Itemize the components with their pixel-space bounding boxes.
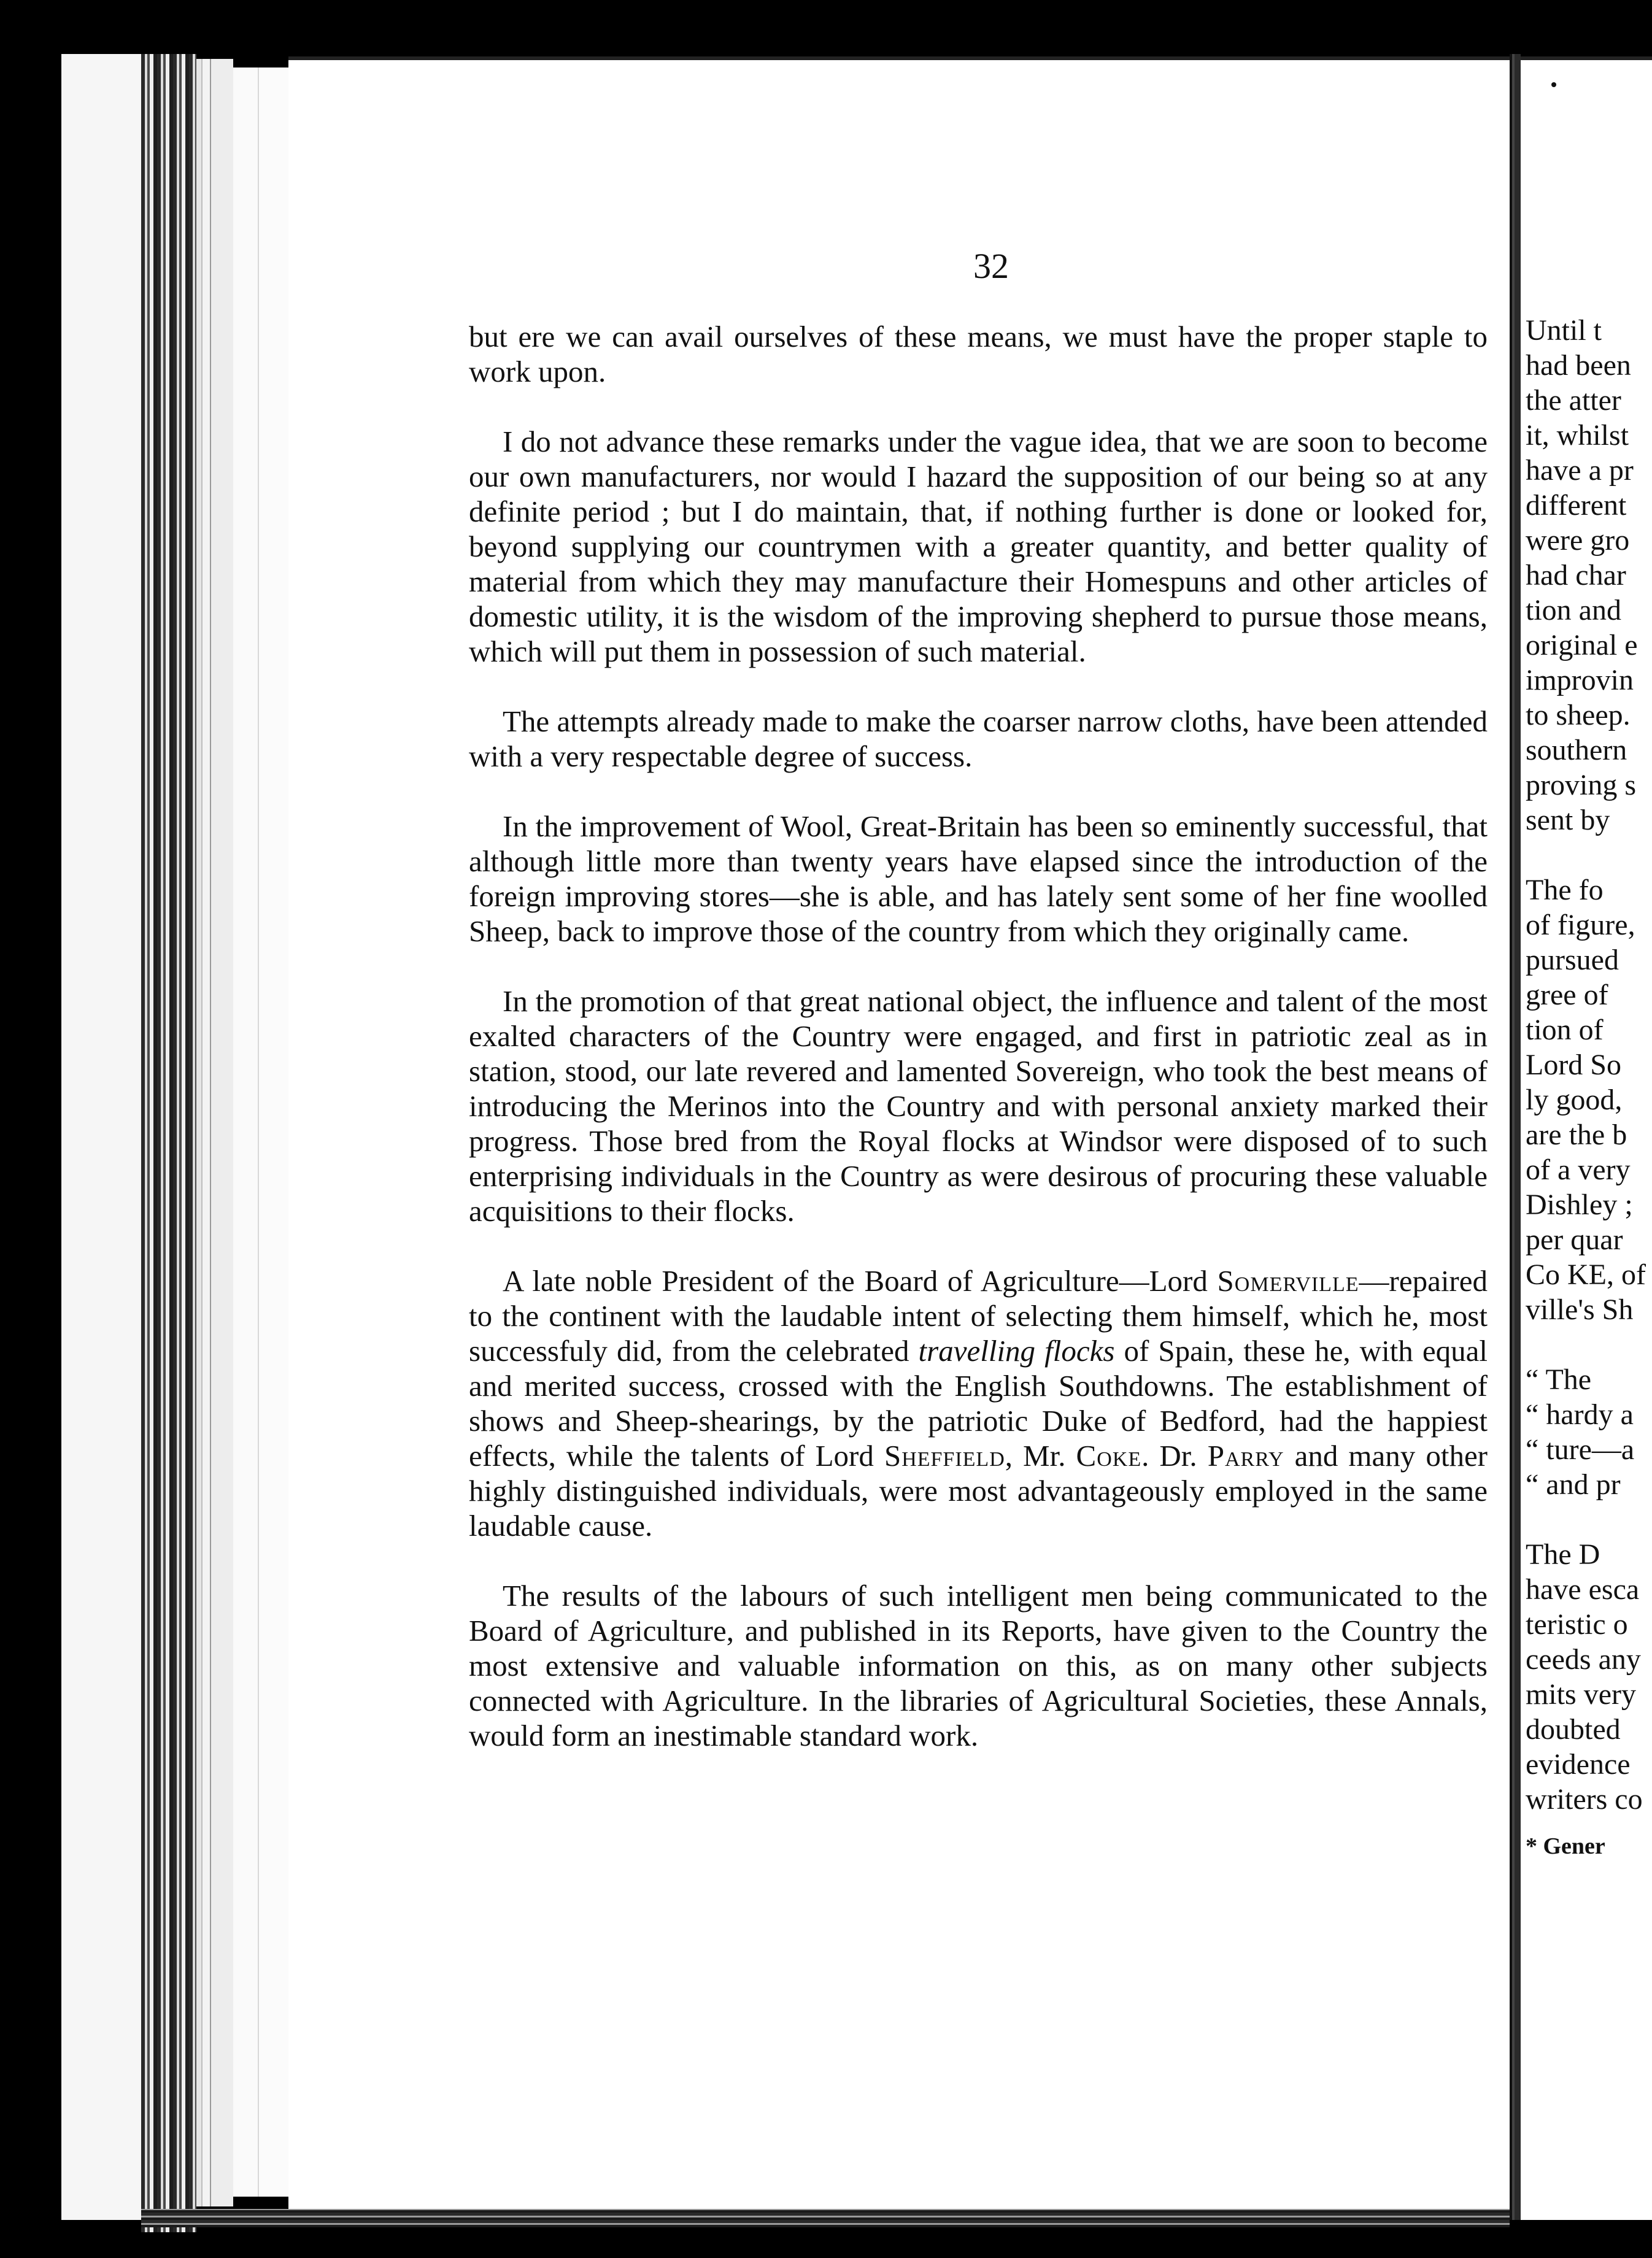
small-caps-name: Parry	[1207, 1439, 1284, 1473]
facing-page-gap	[1526, 1502, 1652, 1537]
outer-margin	[61, 54, 141, 2220]
bottom-page-edges	[141, 2209, 1510, 2227]
text-run: of Spain, these he, with equal and merited success, crossed with the English Southdowns. The establishment of shows and Sheep-shearings, by the patriotic Duke of Bedford, had the happiest effects, while the talents of Lord	[469, 1334, 1488, 1473]
paragraph	[469, 809, 1488, 949]
small-caps-name: Coke	[1076, 1439, 1142, 1473]
facing-page-line: Until t	[1526, 314, 1602, 347]
facing-page-line: gree of	[1526, 979, 1608, 1011]
facing-page-line: the atter	[1526, 384, 1621, 417]
facing-page-line: original e	[1526, 629, 1638, 661]
text-run: —repaired to the continent with the laudable intent of selecting them himself, which he, most successfuly did, from the celebrated	[469, 1264, 1488, 1368]
facing-page-line: pursued	[1526, 944, 1619, 976]
facing-page-line: writers co	[1526, 1783, 1643, 1816]
page-body-text	[469, 319, 1488, 1788]
facing-page-line: proving s	[1526, 769, 1636, 801]
facing-page-line: doubted	[1526, 1713, 1621, 1746]
text-run: , Mr.	[1005, 1439, 1076, 1473]
facing-page-line: were gro	[1526, 524, 1630, 557]
paragraph	[469, 424, 1488, 669]
facing-page-line: have a pr	[1526, 454, 1634, 487]
text-run: A late noble President of the Board of Agriculture—Lord	[503, 1264, 1218, 1298]
facing-page-line: it, whilst	[1526, 419, 1629, 452]
facing-page-text	[1526, 313, 1652, 1864]
facing-page-line: The fo	[1526, 874, 1604, 906]
page-edges	[196, 59, 233, 2206]
binding-gutter	[141, 54, 196, 2232]
facing-page-gap	[1526, 1327, 1652, 1362]
facing-page-line: ville's Sh	[1526, 1293, 1634, 1326]
small-caps-name: Sheffield	[884, 1439, 1005, 1473]
facing-page-line: are the b	[1526, 1119, 1627, 1151]
facing-page-footnote: * Gener	[1526, 1833, 1605, 1859]
facing-page-line: Dishley ;	[1526, 1189, 1633, 1221]
facing-page-line: Lord So	[1526, 1049, 1621, 1081]
paragraph	[469, 704, 1488, 774]
small-caps-name: Somerville	[1217, 1264, 1359, 1298]
facing-page-line: of figure,	[1526, 909, 1635, 941]
facing-page-line: ly good,	[1526, 1084, 1623, 1116]
ink-dot	[1551, 82, 1556, 87]
italic-text: travelling flocks	[918, 1334, 1115, 1368]
facing-page-line: mits very	[1526, 1678, 1636, 1711]
facing-page-line: have esca	[1526, 1573, 1640, 1606]
facing-page-line: teristic o	[1526, 1608, 1628, 1641]
facing-page-line: southern	[1526, 734, 1627, 766]
facing-page-line: “ and pr	[1526, 1468, 1621, 1501]
facing-page-line: had char	[1526, 559, 1626, 591]
facing-page-line: “ The	[1526, 1363, 1592, 1396]
page-number: 32	[973, 246, 1009, 286]
facing-page-line: Co KE, of	[1526, 1258, 1646, 1291]
facing-page-line: “ ture—a	[1526, 1433, 1635, 1466]
facing-page-line: ceeds any	[1526, 1643, 1641, 1676]
inner-page-edge	[233, 67, 288, 2197]
paragraph	[469, 984, 1488, 1228]
facing-page-line: evidence	[1526, 1748, 1631, 1781]
facing-page-line: different	[1526, 489, 1627, 522]
facing-page-line: “ hardy a	[1526, 1398, 1634, 1431]
text-run: The results of the labours of such intelligent men being communicated to the Board of Agriculture, and published in its Reports, have given to the Country the most extensive and valuable information on this, as on many other subjects connected with Agriculture. In the libraries of Agricultural Societies, these Annals, would form an inestimable standard work.	[469, 1579, 1488, 1752]
facing-page-line: sent by	[1526, 804, 1610, 836]
facing-page-line: had been	[1526, 349, 1631, 382]
facing-page-line: improvin	[1526, 664, 1634, 696]
text-run: I do not advance these remarks under the vague idea, that we are soon to become our own manufacturers, nor would I hazard the supposition of our being so at any definite period ; but I do maintain, that, if nothing further is done or looked for, beyond supplying our countrymen with a greater quantity, and better quality of material from which they may manufacture their Homespuns and other articles of domestic utility, it is the wisdom of the improving shepherd to pursue those means, which will put them in possession of such material.	[469, 425, 1488, 668]
text-run: In the improvement of Wool, Great-Britain has been so eminently successful, that although little more than twenty years have elapsed since the introduction of the foreign improving stores—she is able, and has lately sent some of her fine woolled Sheep, back to improve those of the country from which they originally came.	[469, 809, 1488, 948]
paragraph	[469, 1578, 1488, 1753]
text-run: . Dr.	[1141, 1439, 1208, 1473]
facing-page-line: tion and	[1526, 594, 1621, 626]
facing-page-line: to sheep.	[1526, 699, 1631, 731]
facing-page-line: of a very	[1526, 1154, 1631, 1186]
facing-page-gap	[1526, 838, 1652, 873]
facing-page-line: per quar	[1526, 1223, 1623, 1256]
text-run: but ere we can avail ourselves of these means, we must have the proper staple to work upon.	[469, 320, 1488, 388]
text-run: The attempts already made to make the coarser narrow cloths, have been attended with a very respectable degree of success.	[469, 704, 1488, 773]
text-run: In the promotion of that great national object, the influence and talent of the most exalted characters of the Country were engaged, and first in patriotic zeal as in station, stood, our late revered and lamented Sovereign, who took the best means of introducing the Merinos into the Country and with personal anxiety marked their progress. Those bred from the Royal flocks at Windsor were disposed of to such enterprising individuals in the Country as were desirous of procuring these valuable acquisitions to their flocks.	[469, 984, 1488, 1228]
facing-page-line: The D	[1526, 1538, 1600, 1571]
paragraph	[469, 319, 1488, 389]
page-divider	[1510, 54, 1521, 2220]
paragraph	[469, 1263, 1488, 1543]
facing-page-line: tion of	[1526, 1014, 1604, 1046]
text-run: and many other highly distinguished individuals, were most advantageously employed in the same laudable cause.	[469, 1439, 1488, 1543]
